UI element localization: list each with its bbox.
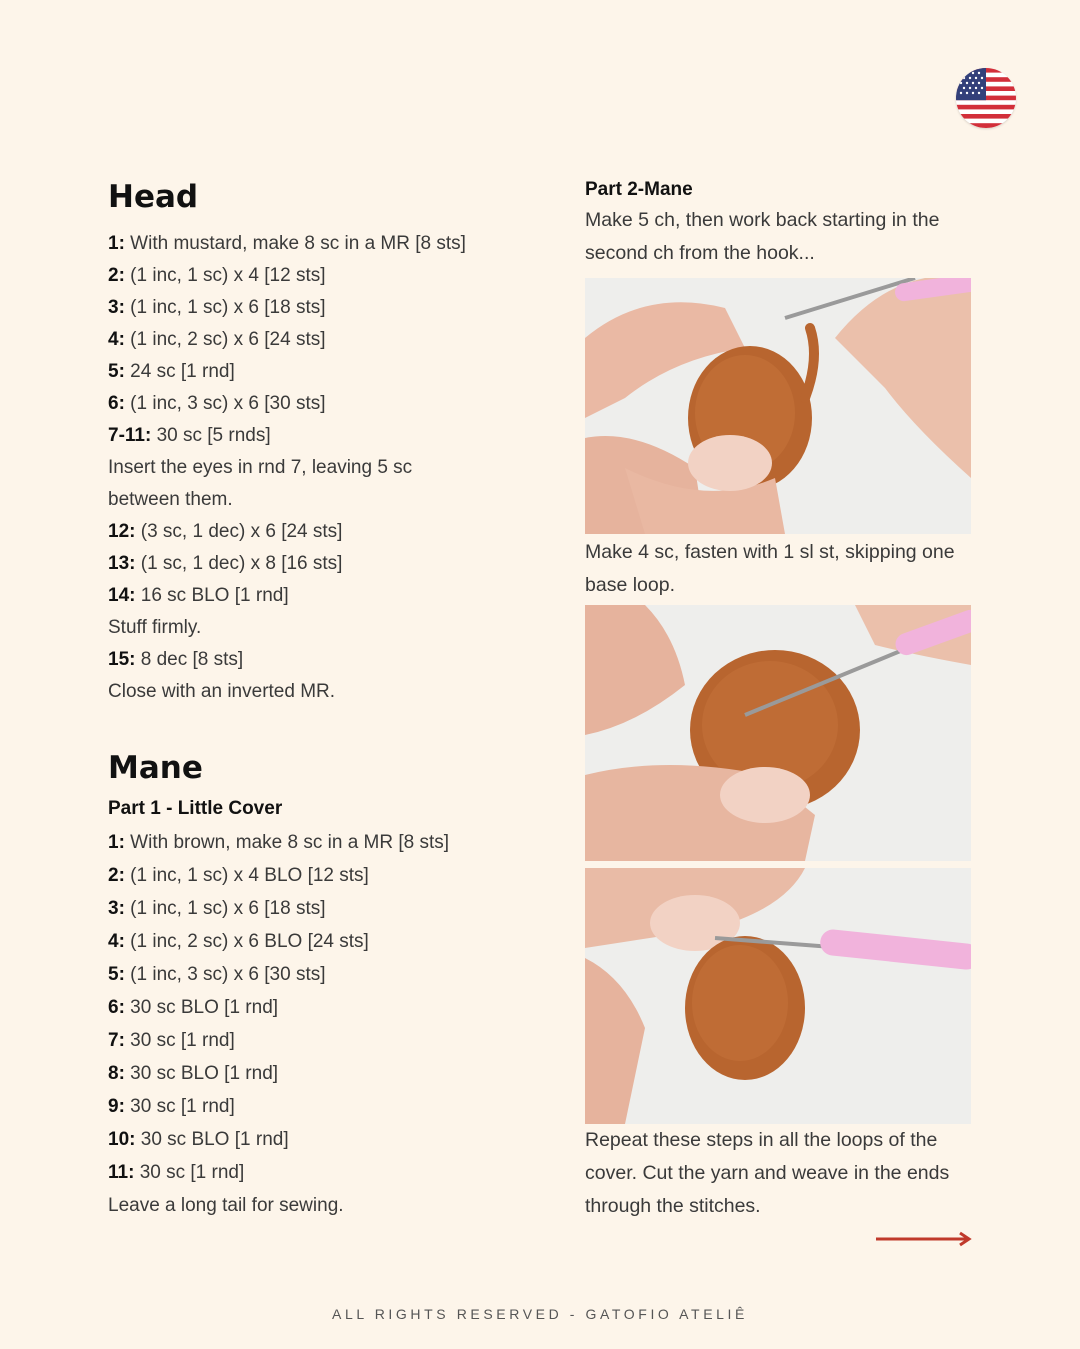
round-number: 4:	[108, 931, 125, 952]
round-instruction: (1 inc, 1 sc) x 6 [18 sts]	[124, 898, 326, 919]
instruction-row	[108, 1156, 548, 1189]
instruction-row	[108, 859, 548, 892]
instruction-row	[108, 826, 548, 859]
round-instruction: 30 sc BLO [1 rnd]	[135, 1129, 289, 1150]
instruction-row	[108, 452, 548, 484]
round-instruction: 24 sc [1 rnd]	[124, 361, 235, 382]
instruction-row	[108, 1123, 548, 1156]
mane-instructions	[108, 826, 548, 1222]
us-flag-icon[interactable]	[956, 68, 1016, 128]
round-instruction: 30 sc [5 rnds]	[151, 425, 271, 446]
instruction-row	[108, 356, 548, 388]
round-instruction: 8 dec [8 sts]	[135, 649, 244, 670]
instruction-row	[108, 516, 548, 548]
instruction-row	[108, 420, 548, 452]
round-number: 1:	[108, 832, 125, 853]
round-instruction: 30 sc BLO [1 rnd]	[124, 997, 279, 1018]
instruction-row	[108, 260, 548, 292]
round-number: 6:	[108, 393, 125, 414]
round-number: 2:	[108, 265, 125, 286]
instruction-row	[108, 958, 548, 991]
round-number: 7-11:	[108, 425, 152, 446]
mane-section-title: Mane	[108, 750, 203, 786]
instruction-row	[108, 228, 548, 260]
round-instruction: 30 sc [1 rnd]	[134, 1162, 245, 1183]
left-column	[108, 176, 548, 1222]
instruction-row	[108, 484, 548, 516]
step1-photo	[585, 278, 971, 534]
round-instruction: (1 inc, 3 sc) x 6 [30 sts]	[124, 964, 326, 985]
instruction-row	[108, 676, 548, 708]
round-instruction: (1 inc, 2 sc) x 6 [24 sts]	[124, 329, 326, 350]
head-section-title: Head	[108, 179, 199, 215]
right-column	[585, 176, 971, 1223]
round-instruction: 30 sc [1 rnd]	[124, 1030, 235, 1051]
round-number: 10:	[108, 1129, 136, 1150]
part2-step3-text: Repeat these steps in all the loops of the cover. Cut the yarn and weave in the ends through the stitches.	[585, 1129, 950, 1217]
round-instruction: 30 sc BLO [1 rnd]	[124, 1063, 279, 1084]
round-instruction: (1 inc, 1 sc) x 4 BLO [12 sts]	[124, 865, 369, 886]
round-number: 5:	[108, 964, 125, 985]
round-number: 6:	[108, 997, 125, 1018]
round-number: 3:	[108, 297, 125, 318]
arrow-right-icon[interactable]	[876, 1231, 972, 1247]
instruction-row	[108, 1090, 548, 1123]
round-instruction: 30 sc [1 rnd]	[124, 1096, 235, 1117]
round-instruction: 16 sc BLO [1 rnd]	[135, 585, 289, 606]
instruction-row	[108, 925, 548, 958]
round-instruction: Close with an inverted MR.	[108, 681, 336, 702]
round-number: 9:	[108, 1096, 125, 1117]
round-instruction: Stuff firmly.	[108, 617, 202, 638]
part2-step1-text: Make 5 ch, then work back starting in the second ch from the hook...	[585, 209, 940, 264]
step3-photo	[585, 868, 971, 1124]
round-number: 2:	[108, 865, 125, 886]
round-instruction: With mustard, make 8 sc in a MR [8 sts]	[124, 233, 466, 254]
instruction-row	[108, 292, 548, 324]
instruction-row	[108, 388, 548, 420]
round-number: 4:	[108, 329, 125, 350]
round-instruction: between them.	[108, 489, 233, 510]
round-number: 11:	[108, 1162, 135, 1183]
round-instruction: (1 inc, 1 sc) x 4 [12 sts]	[124, 265, 326, 286]
round-number: 15:	[108, 649, 136, 670]
copyright-footer: ALL RIGHTS RESERVED - GATOFIO ATELIÊ	[332, 1306, 748, 1322]
round-instruction: (1 inc, 3 sc) x 6 [30 sts]	[124, 393, 326, 414]
round-number: 3:	[108, 898, 125, 919]
instruction-row	[108, 1057, 548, 1090]
round-number: 1:	[108, 233, 125, 254]
instruction-row	[108, 612, 548, 644]
head-instructions	[108, 228, 548, 708]
round-number: 13:	[108, 553, 136, 574]
round-number: 14:	[108, 585, 136, 606]
round-number: 5:	[108, 361, 125, 382]
part2-step2-text: Make 4 sc, fasten with 1 sl st, skipping one base loop.	[585, 541, 955, 596]
step2-photo	[585, 605, 971, 861]
round-instruction: (1 sc, 1 dec) x 8 [16 sts]	[135, 553, 343, 574]
round-instruction: (3 sc, 1 dec) x 6 [24 sts]	[135, 521, 343, 542]
instruction-row	[108, 1189, 548, 1222]
instruction-row	[108, 991, 548, 1024]
round-number: 8:	[108, 1063, 125, 1084]
round-instruction: With brown, make 8 sc in a MR [8 sts]	[124, 832, 450, 853]
round-number: 12:	[108, 521, 136, 542]
round-instruction: (1 inc, 1 sc) x 6 [18 sts]	[124, 297, 326, 318]
instruction-row	[108, 324, 548, 356]
instruction-row	[108, 892, 548, 925]
round-instruction: Leave a long tail for sewing.	[108, 1195, 344, 1216]
round-instruction: Insert the eyes in rnd 7, leaving 5 sc	[108, 457, 413, 478]
instruction-row	[108, 580, 548, 612]
part1-title: Part 1 - Little Cover	[108, 798, 283, 819]
instruction-row	[108, 644, 548, 676]
round-instruction: (1 inc, 2 sc) x 6 BLO [24 sts]	[124, 931, 369, 952]
part2-title: Part 2-Mane	[585, 179, 693, 200]
round-number: 7:	[108, 1030, 125, 1051]
instruction-row	[108, 548, 548, 580]
instruction-row	[108, 1024, 548, 1057]
